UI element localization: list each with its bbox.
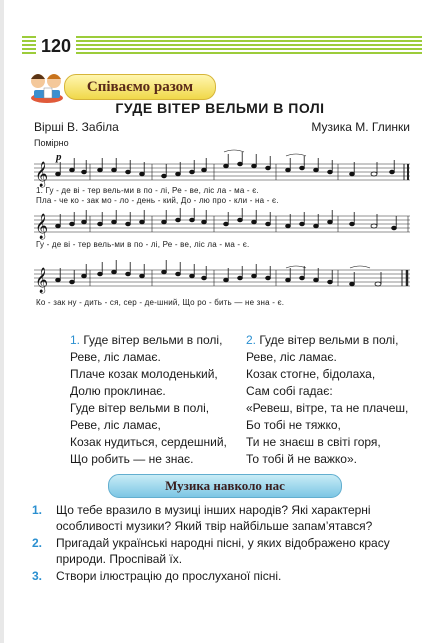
verse-2 bbox=[246, 332, 408, 468]
task-number: 2. bbox=[32, 536, 43, 550]
verse-line: То тобі й не важко». bbox=[246, 452, 357, 466]
task-number: 3. bbox=[32, 569, 43, 583]
page-number: 120 bbox=[36, 35, 76, 57]
svg-text:𝄞: 𝄞 bbox=[35, 268, 49, 293]
task-text: Що тебе вразило в музиці інших народів? Які характерні особливості музики? Який твір найбільше запам’ятався? bbox=[56, 503, 373, 533]
task-item bbox=[26, 535, 416, 567]
header-stripes bbox=[22, 36, 422, 58]
task-list bbox=[26, 502, 416, 585]
verse-1 bbox=[70, 332, 227, 468]
verse-line: Козак нудиться, сердешний, bbox=[70, 435, 227, 449]
verse-line: Що робить — не знає. bbox=[70, 452, 194, 466]
verse-line: Гуде вітер вельми в полі, bbox=[70, 401, 210, 415]
verse-line: 1. Гуде вітер вельми в полі, bbox=[70, 333, 223, 347]
section-banner-music bbox=[108, 474, 342, 498]
section-banner-box bbox=[64, 74, 216, 100]
verse-number: 1. bbox=[70, 333, 81, 347]
verse-line: 2. Гуде вітер вельми в полі, bbox=[246, 333, 399, 347]
verse-line: «Ревеш, вітре, та не плачеш, bbox=[246, 401, 409, 415]
dynamic-mark: p bbox=[56, 151, 62, 163]
page-edge bbox=[0, 0, 4, 643]
lyricist: Вірші В. Забіла bbox=[34, 120, 119, 134]
verse-line: Ти не знаєш в світі горя, bbox=[246, 435, 381, 449]
music-section-title: Музика навколо нас bbox=[165, 478, 285, 493]
verse-line: Реве, ліс ламає. bbox=[246, 350, 337, 364]
verse-line: Плаче козак молоденький, bbox=[70, 367, 218, 381]
music-staff-1 bbox=[34, 148, 410, 190]
staff-2-lyrics: Гу - де ві - тер вель-ми в по - лі, Ре - ве, ліс ла - ма - є. bbox=[36, 240, 250, 249]
verse-line: Реве, ліс ламає, bbox=[70, 418, 161, 432]
svg-text:𝄞: 𝄞 bbox=[35, 162, 49, 187]
verse-number: 2. bbox=[246, 333, 257, 347]
verse-line: Сам собі гадає: bbox=[246, 384, 333, 398]
staff-1-lyrics-b: Пла - че ко - зак мо - ло - день - кий, До - лю про - кли - на - є. bbox=[36, 196, 279, 205]
verse-line: Реве, ліс ламає. bbox=[70, 350, 161, 364]
staff-3-lyrics: Ко - зак ну - дить - ся, сер - де-шний, Що ро - бить — не зна - є. bbox=[36, 298, 285, 307]
verse-line: Долю проклинає. bbox=[70, 384, 166, 398]
task-text: Пригадай українські народні пісні, у яких відображено красу природи. Проспівай їх. bbox=[56, 536, 390, 566]
task-item bbox=[26, 502, 416, 534]
music-staff-3 bbox=[34, 256, 410, 296]
task-item bbox=[26, 568, 416, 584]
tempo-marking: Помірно bbox=[34, 138, 69, 148]
task-number: 1. bbox=[32, 503, 43, 517]
staff-1-lyrics-a: 1. Гу - де ві - тер вель-ми в по - лі, Ре - ве, ліс ла - ма - є. bbox=[36, 186, 259, 195]
task-text: Створи ілюстрацію до прослуханої пісні. bbox=[56, 569, 282, 583]
svg-text:𝄞: 𝄞 bbox=[35, 214, 49, 239]
song-title: ГУДЕ ВІТЕР ВЕЛЬМИ В ПОЛІ bbox=[115, 100, 325, 116]
section-banner-singing bbox=[26, 66, 216, 104]
music-staff-2 bbox=[34, 206, 410, 240]
composer: Музика М. Глинки bbox=[311, 120, 410, 134]
section-title: Співаємо разом bbox=[86, 79, 194, 95]
verse-line: Козак стогне, бідолаха, bbox=[246, 367, 376, 381]
verse-line: Бо тобі не тяжко, bbox=[246, 418, 341, 432]
singing-children-icon bbox=[26, 66, 68, 104]
